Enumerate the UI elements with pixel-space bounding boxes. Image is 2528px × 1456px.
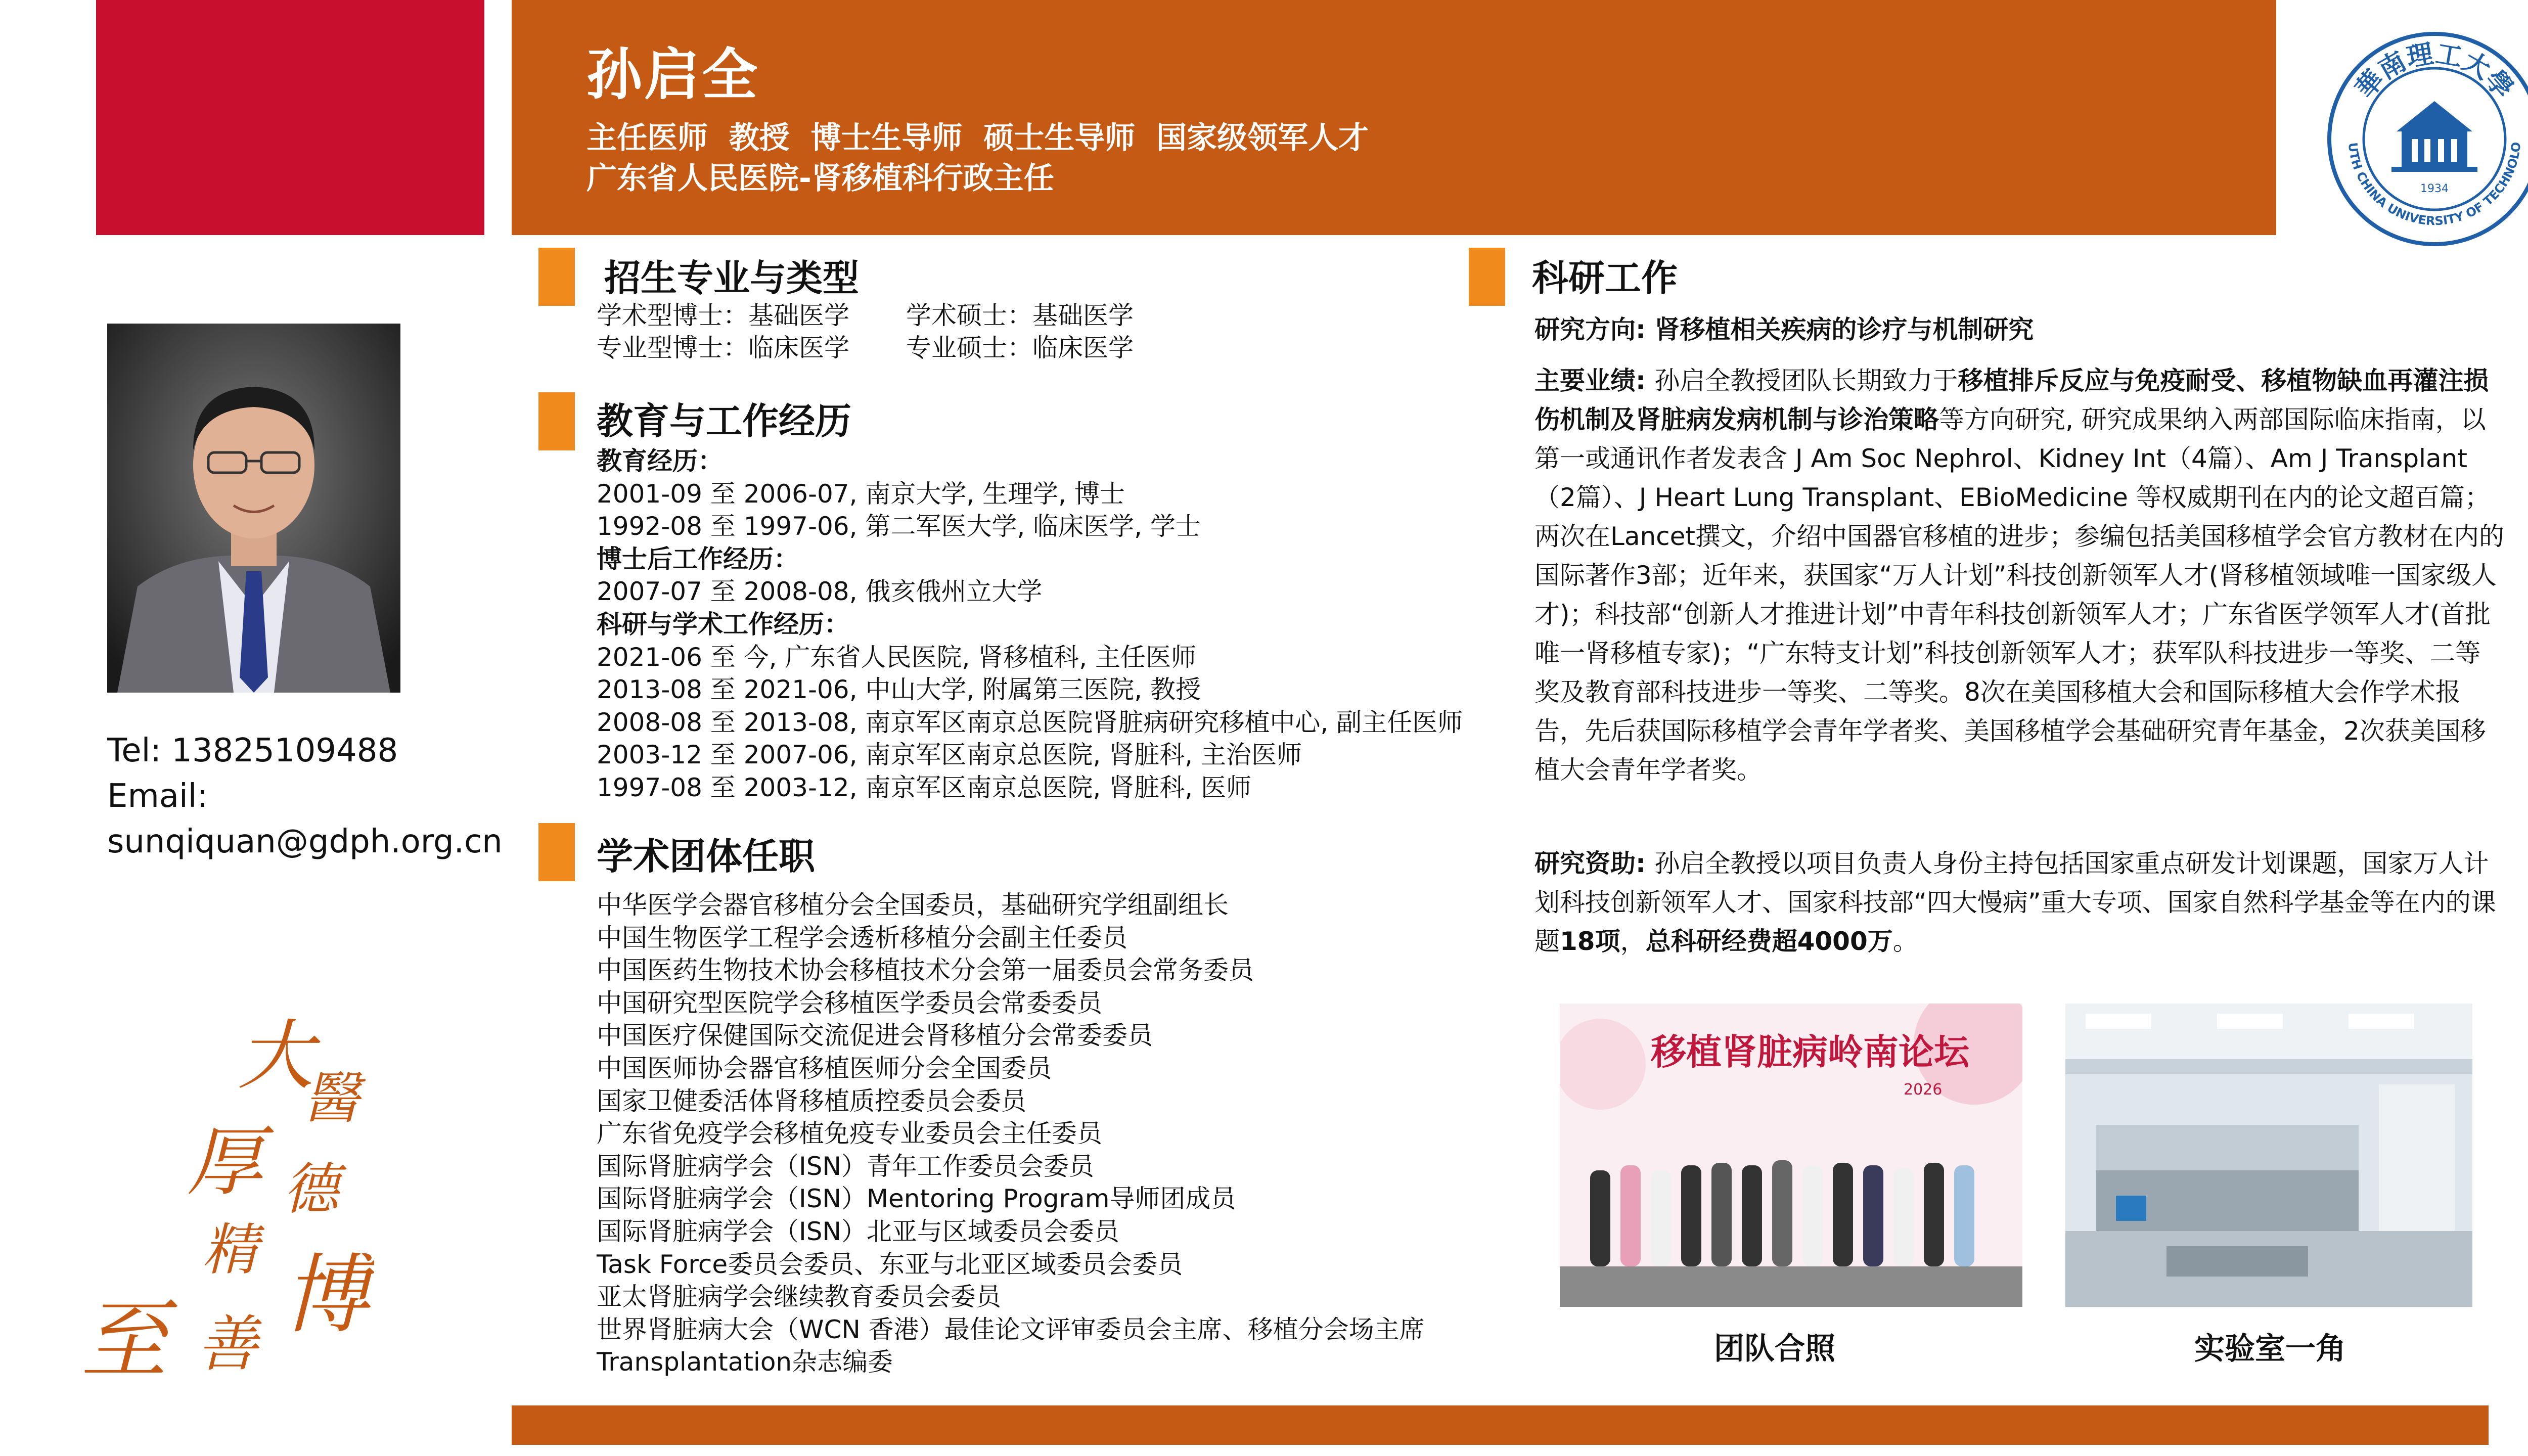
achievements-bold-1: 移植排斥反应与免疫耐受、移植物缺血再灌注损伤机制及肾脏病发病机制与诊治策略	[1534, 366, 2489, 434]
recruit-cell: 专业型博士：临床医学	[597, 333, 849, 362]
calligraphy-char-5: 精	[202, 1217, 258, 1282]
list-item: 国际肾脏病学会（ISN）北亚与区域委员会委员	[597, 1216, 1119, 1246]
list-item: 2013-08 至 2021-06, 中山大学, 附属第三医院, 教授	[597, 675, 1201, 705]
list-item: 1992-08 至 1997-06, 第二军医大学, 临床医学, 学士	[597, 512, 1201, 541]
research-direction-text: 肾移植相关疾病的诊疗与机制研究	[1654, 315, 2034, 344]
section-marker-associations	[538, 823, 575, 881]
list-item: 2007-07 至 2008-08, 俄亥俄州立大学	[597, 577, 1043, 607]
research-direction-label: 研究方向:	[1534, 315, 1655, 344]
university-logo	[2326, 30, 2528, 248]
logo-top-text: 華南理工大學	[2350, 38, 2519, 105]
funding-text: 孙启全教授以项目负责人身份主持包括国家重点研发计划课题，国家万人计划科技创新领军人才、国家科技部“四大慢病”重大专项、国家自然科学基金等在内的课题	[1534, 849, 2496, 956]
achievements-text-1: 孙启全教授团队长期致力于	[1654, 366, 1958, 395]
calligraphy-char-3: 厚	[187, 1118, 263, 1206]
lab-photo	[2065, 1004, 2472, 1307]
recruit-table	[597, 299, 1134, 364]
funding-mid: ，	[1620, 927, 1646, 956]
team-photo	[1560, 1004, 2022, 1307]
list-item: 2008-08 至 2013-08, 南京军区南京总医院肾脏病研究移植中心, 副主任医师	[597, 707, 1463, 737]
section-title-recruit: 招生专业与类型	[604, 257, 860, 299]
section-title-research: 科研工作	[1532, 257, 1678, 299]
calligraphy-char-6: 博	[283, 1245, 370, 1345]
list-item: 2001-09 至 2006-07, 南京大学, 生理学, 博士	[597, 479, 1125, 509]
calligraphy-char-8: 善	[197, 1309, 258, 1380]
logo-year: 1934	[2420, 183, 2449, 195]
team-photo-banner-text: 移植肾脏病岭南论坛	[1651, 1031, 1969, 1073]
contact-email: sunqiquan@gdph.org.cn	[107, 823, 503, 860]
contact-email-label: Email:	[107, 778, 208, 815]
list-item: Task Force委员会委员、东亚与北亚区域委员会委员	[597, 1249, 1183, 1279]
list-item: 中华医学会器官移植分会全国委员，基础研究学组副组长	[597, 890, 1229, 920]
section-marker-research	[1469, 248, 1505, 306]
work-subheading: 科研与学术工作经历：	[597, 609, 849, 639]
person-name: 孙启全	[586, 42, 759, 107]
person-titles: 主任医师 教授 博士生导师 硕士生导师 国家级领军人才	[586, 120, 1369, 156]
footer-bar	[512, 1405, 2489, 1445]
list-item: 国际肾脏病学会（ISN）青年工作委员会委员	[597, 1151, 1094, 1181]
list-item: 中国生物医学工程学会透析移植分会副主任委员	[597, 923, 1127, 952]
list-item: 广东省免疫学会移植免疫专业委员会主任委员	[597, 1119, 1102, 1149]
list-item: 亚太肾脏病学会继续教育委员会委员	[597, 1282, 1001, 1312]
list-item: 中国医药生物技术协会移植技术分会第一届委员会常务委员	[597, 956, 1254, 985]
list-item: 中国医疗保健国际交流促进会肾移植分会常委委员	[597, 1021, 1153, 1051]
list-item: 中国研究型医院学会移植医学委员会常委委员	[597, 988, 1102, 1018]
achievements-text-2: 等方向研究, 研究成果纳入两部国际临床指南，以第一或通讯作者发表含 J Am Soc Nephrol、Kidney Int（4篇）、Am J Transplant（2篇）、J Heart Lung Transplant、EBioMedicine 等权威期刊在内的论文超百篇；两次在Lancet撰文，介绍中国器官移植的进步；参编包括美国移植学会官方教材在内的国际著作3部；近年来，获国家“万人计划”科技创新领军人才(肾移植领域唯一国家级人才)；科技部“创新人才推进计划”中青年科技创新领军人才；广东省医学领军人才(首批唯一肾移植专家)；“广东特支计划”科技创新领军人才；获军队科技进步一等奖、二等奖及教育部科技进步一等奖、二等奖。8次在美国移植大会和国际移植大会作学术报告，先后获国际移植学会青年学者奖、美国移植学会基础研究青年基金，2次获美国移植大会青年学者奖。	[1534, 405, 2505, 785]
contact-info	[107, 728, 503, 864]
calligraphy-char-1: 大	[238, 1016, 314, 1100]
list-item: 2003-12 至 2007-06, 南京军区南京总医院, 肾脏科, 主治医师	[597, 740, 1302, 770]
list-item: 国际肾脏病学会（ISN）Mentoring Program导师团成员	[597, 1184, 1236, 1214]
list-item: Transplantation杂志编委	[597, 1347, 893, 1377]
postdoc-subheading: 博士后工作经历：	[597, 544, 799, 574]
header-red-block	[96, 0, 484, 235]
main-achievements	[1534, 361, 2505, 790]
funding-label: 研究资助:	[1534, 849, 1655, 878]
funding-bold-2: 总科研经费超4000万	[1645, 927, 1893, 956]
achievements-label: 主要业绩:	[1534, 366, 1655, 395]
list-item: 2021-06 至 今, 广东省人民医院, 肾移植科, 主任医师	[597, 642, 1197, 672]
calligraphy-char-4: 德	[283, 1157, 339, 1221]
contact-tel: Tel: 13825109488	[107, 732, 398, 769]
list-item: 国家卫健委活体肾移植质控委员会委员	[597, 1086, 1026, 1116]
education-list	[597, 445, 1463, 804]
associations-list	[597, 889, 1425, 1379]
calligraphy-artwork	[71, 1016, 374, 1400]
calligraphy-char-7: 至	[81, 1291, 167, 1391]
team-photo-banner-year: 2026	[1904, 1081, 1943, 1099]
recruit-row	[597, 299, 1134, 332]
funding-end: 。	[1892, 927, 1918, 956]
section-title-associations: 学术团体任职	[597, 835, 816, 878]
section-marker-recruit	[538, 248, 575, 306]
recruit-row	[597, 332, 1134, 364]
list-item: 1997-08 至 2003-12, 南京军区南京总医院, 肾脏科, 医师	[597, 772, 1251, 802]
recruit-cell: 学术型博士：基础医学	[597, 301, 849, 330]
portrait-photo	[107, 324, 400, 693]
team-photo-caption: 团队合照	[1714, 1331, 1835, 1367]
calligraphy-char-2: 醫	[303, 1066, 359, 1130]
list-item: 世界肾脏病大会（WCN 香港）最佳论文评审委员会主席、移植分会场主席	[597, 1314, 1425, 1344]
person-department: 广东省人民医院-肾移植科行政主任	[586, 161, 1054, 196]
section-title-education: 教育与工作经历	[597, 400, 852, 442]
funding-bold-1: 18项	[1560, 927, 1620, 956]
section-marker-education	[538, 392, 575, 450]
logo-bottom-text: UTH CHINA UNIVERSITY OF TECHNOLO	[2345, 141, 2524, 229]
list-item: 中国医师协会器官移植医师分会全国委员	[597, 1053, 1052, 1083]
research-funding	[1534, 844, 2505, 961]
lab-photo-caption: 实验室一角	[2194, 1331, 2346, 1367]
recruit-cell: 专业硕士：临床医学	[906, 333, 1134, 362]
recruit-cell: 学术硕士：基础医学	[906, 301, 1134, 330]
edu-subheading: 教育经历：	[597, 446, 723, 476]
research-direction	[1534, 309, 2034, 346]
